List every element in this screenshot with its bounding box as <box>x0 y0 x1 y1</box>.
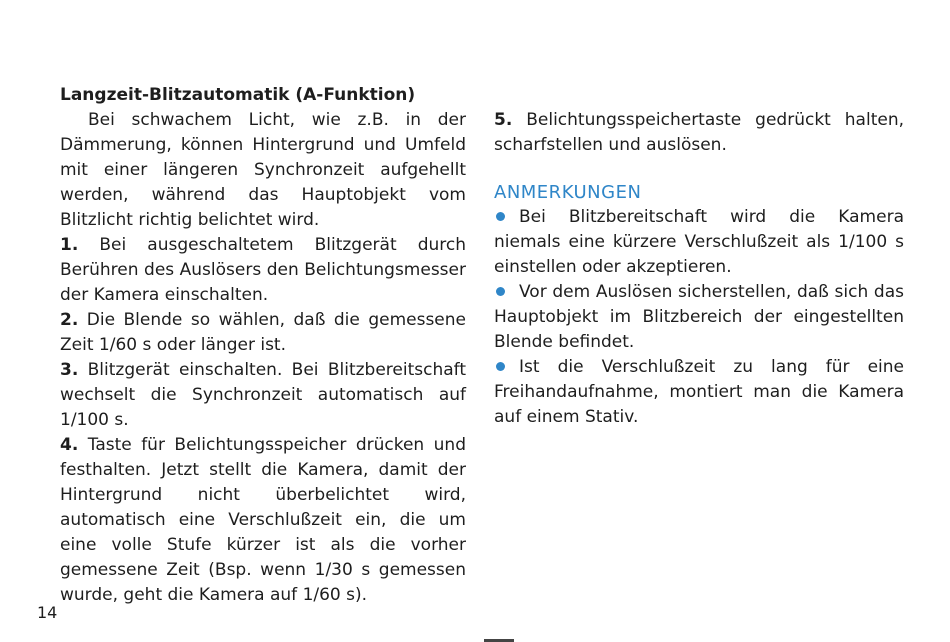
step-1 <box>60 233 466 308</box>
bullet-icon <box>496 287 505 296</box>
note-item <box>494 205 904 280</box>
step-3 <box>60 358 466 433</box>
step-5 <box>494 108 904 158</box>
note-text: Bei Blitzbereitschaft wird die Kamera niemals eine kürzere Verschlußzeit als 1/100 s einstellen oder akzeptieren. <box>494 207 904 277</box>
step-4 <box>60 433 466 608</box>
notes-title: ANMERKUNGEN <box>494 182 642 203</box>
step-number: 4. <box>60 435 79 455</box>
intro-paragraph: Bei schwachem Licht, wie z.B. in der Dämmerung, können Hintergrund und Umfeld mit einer längeren Synchronzeit aufgehellt werden, während das Hauptobjekt vom Blitzlicht richtig belichtet wird. <box>60 110 466 230</box>
note-item <box>494 355 904 430</box>
bullet-icon <box>496 212 505 221</box>
step-text: Belichtungsspeichertaste gedrückt halten, scharfstellen und auslösen. <box>494 110 904 155</box>
right-column <box>494 108 904 430</box>
note-item <box>494 280 904 355</box>
step-text: Bei ausgeschaltetem Blitzgerät durch Berühren des Auslösers den Belichtungsmesser der Kamera einschalten. <box>60 235 466 305</box>
left-column <box>60 83 466 608</box>
step-2 <box>60 308 466 358</box>
step-text: Die Blende so wählen, daß die gemessene Zeit 1/60 s oder länger ist. <box>60 310 466 355</box>
note-text: Vor dem Auslösen sicherstellen, daß sich das Hauptobjekt im Blitzbereich der eingestellten Blende befindet. <box>494 282 904 352</box>
step-number: 1. <box>60 235 79 255</box>
step-number: 5. <box>494 110 513 130</box>
step-number: 2. <box>60 310 79 330</box>
step-number: 3. <box>60 360 79 380</box>
bullet-icon <box>496 362 505 371</box>
step-text: Blitzgerät einschalten. Bei Blitzbereitschaft wechselt die Synchronzeit automatisch auf 1/100 s. <box>60 360 466 430</box>
step-text: Taste für Belichtungsspeicher drücken und festhalten. Jetzt stellt die Kamera, damit der Hintergrund nicht überbelichtet wird, automatisch eine Verschlußzeit ein, die um eine volle Stufe kürzer ist als die vorher gemessene Zeit (Bsp. wenn 1/30 s gemessen wurde, geht die Kamera auf 1/60 s). <box>60 435 467 605</box>
note-text: Ist die Verschlußzeit zu lang für eine Freihandaufnahme, montiert man die Kamera auf einem Stativ. <box>494 357 904 427</box>
page-number: 14 <box>37 603 58 622</box>
section-heading: Langzeit-Blitzautomatik (A-Funktion) <box>60 85 416 105</box>
